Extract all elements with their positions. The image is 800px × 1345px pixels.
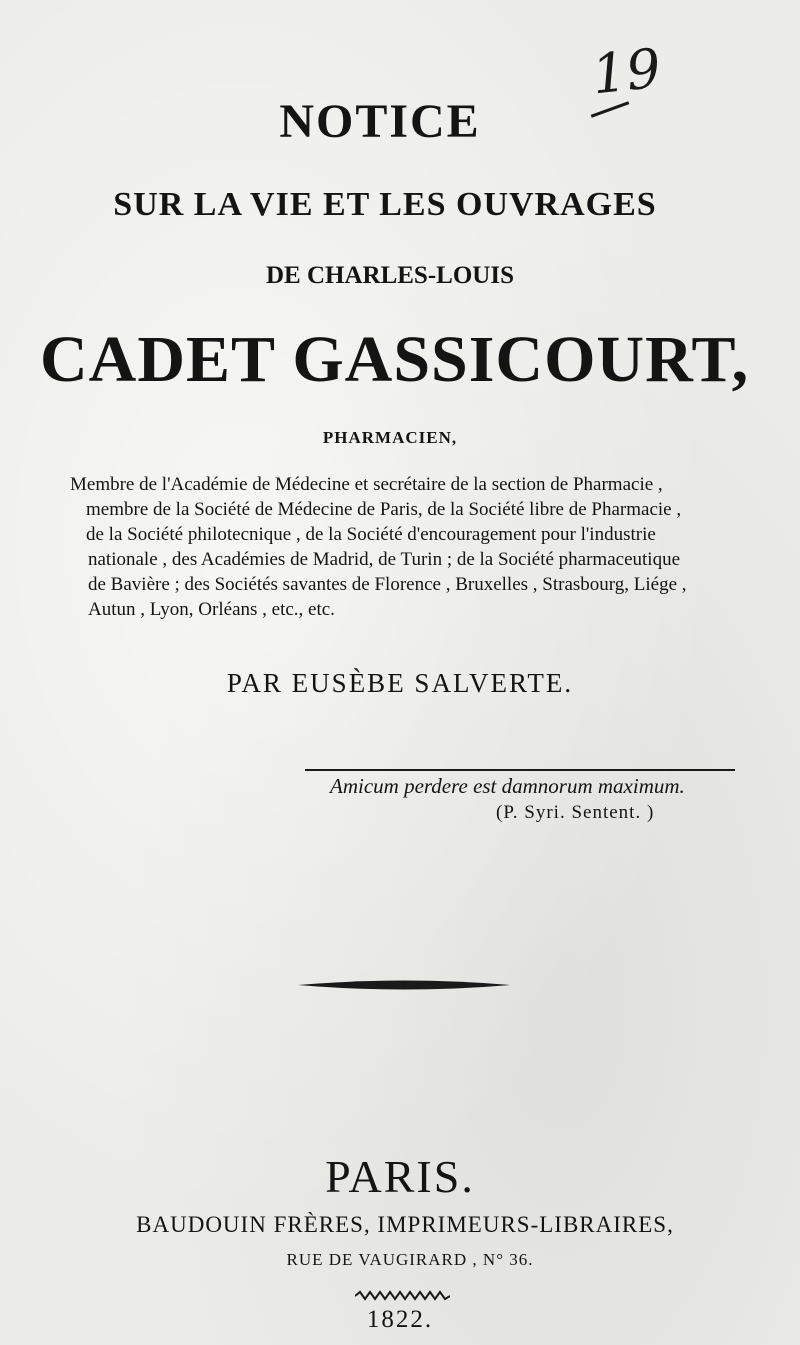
title-name: CADET GASSICOURT,	[40, 323, 750, 396]
membership-line: de la Société philotecnique , de la Société d'encouragement pour l'industrie	[86, 524, 656, 545]
epigraph-quote: Amicum perdere est damnorum maximum.	[330, 774, 685, 798]
title-subtitle: SUR LA VIE ET LES OUVRAGES	[113, 186, 657, 223]
imprint-city: PARIS.	[325, 1151, 475, 1202]
memberships-paragraph	[70, 472, 730, 622]
imprint-address: RUE DE VAUGIRARD , N° 36.	[286, 1250, 534, 1269]
imprint-year: 1822.	[366, 1306, 434, 1333]
title-notice: NOTICE	[279, 95, 481, 148]
membership-line: Autun , Lyon, Orléans , etc., etc.	[88, 599, 335, 620]
membership-line: membre de la Société de Médecine de Paris, de la Société libre de Pharmacie ,	[86, 499, 682, 520]
epigraph-attribution: (P. Syri. Sentent. )	[496, 802, 655, 823]
author-line: PAR EUSÈBE SALVERTE.	[226, 668, 574, 698]
membership-line: nationale , des Académies de Madrid, de Turin ; de la Société pharmaceutique	[88, 549, 680, 570]
swelled-rule-ornament	[298, 978, 510, 992]
imprint-publisher: BAUDOUIN FRÈRES, IMPRIMEURS-LIBRAIRES,	[136, 1212, 674, 1237]
title-profession: PHARMACIEN,	[322, 428, 458, 447]
epigraph-rule	[305, 769, 735, 771]
membership-line: Membre de l'Académie de Médecine et secrétaire de la section de Pharmacie ,	[70, 474, 663, 495]
membership-line: de Bavière ; des Sociétés savantes de Florence , Bruxelles , Strasbourg, Liége ,	[88, 574, 687, 595]
title-de-line: DE CHARLES-LOUIS	[266, 262, 514, 289]
wavy-rule-ornament	[355, 1290, 450, 1302]
folio-handwritten-number: 19	[588, 36, 664, 107]
